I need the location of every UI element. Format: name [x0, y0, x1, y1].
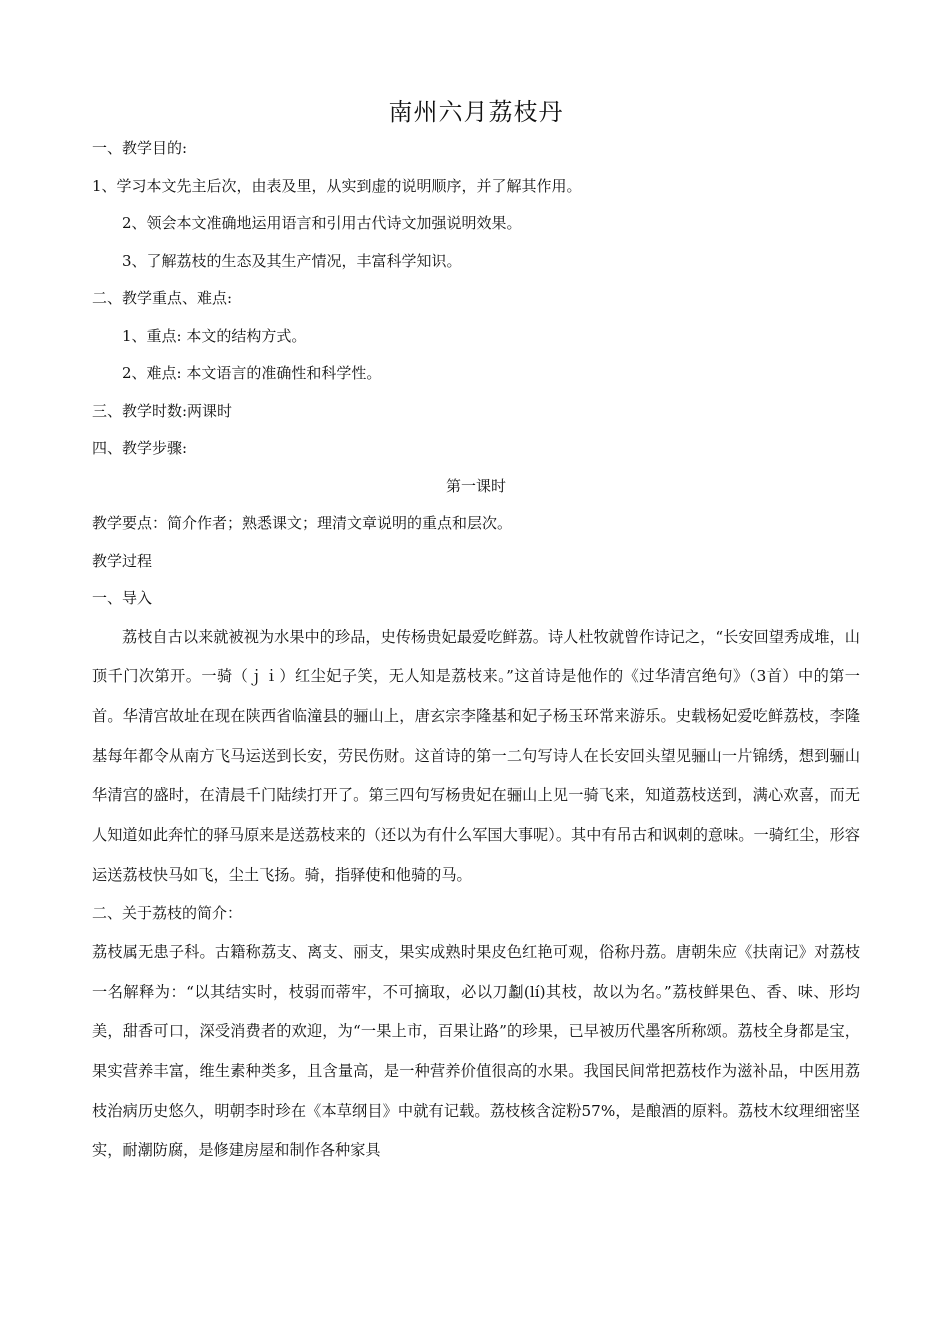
objective-item-2: 2、领会本文准确地运用语言和引用古代诗文加强说明效果。 — [122, 214, 522, 232]
keypoint-item-2: 2、难点: 本文语言的准确性和科学性。 — [122, 364, 382, 382]
objectives-heading: 一、教学目的: — [92, 139, 188, 157]
keypoints-heading: 二、教学重点、难点: — [92, 289, 233, 307]
about-paragraph: 荔枝属无患子科。古籍称荔支、离支、丽支，果实成熟时果皮色红艳可观，俗称丹荔。唐朝朱应《扶南记》对荔枝一名解释为：“以其结实时，枝弱而蒂牢，不可摘取，必以刀劙(lí)其枝，故以为名。”荔枝鲜果色、香、味、形均美，甜香可口，深受消费者的欢迎，为“一果上市，百果让路”的珍果，已早被历代墨客所称颂。荔枝全身都是宝，果实营养丰富，维生素种类多，且含量高，是一种营养价值很高的水果。我国民间常把荔枝作为滋补品，中医用荔枝治病历史悠久，明朝李时珍在《本草纲目》中就有记载。荔枝核含淀粉57%，是酿酒的原料。荔枝木纹理细密坚实，耐潮防腐，是修建房屋和制作各种家具 — [92, 942, 860, 1160]
teaching-hours: 三、教学时数:两课时 — [92, 401, 233, 420]
steps-heading: 四、教学步骤: — [92, 439, 188, 457]
lesson1-heading: 第一课时 — [445, 476, 506, 495]
document-title: 南州六月荔枝丹 — [388, 98, 564, 126]
objective-item-3: 3、了解荔枝的生态及其生产情况，丰富科学知识。 — [122, 251, 462, 270]
intro-paragraph: 荔枝自古以来就被视为水果中的珍品，史传杨贵妃最爱吃鲜荔。诗人杜牧就曾作诗记之，“长安回望秀成堆，山顶千门次第开。一骑（ｊｉ）红尘妃子笑，无人知是荔枝来。”这首诗是他作的《过华清宫绝句》（3首）中的第一首。华清宫故址在现在陕西省临潼县的骊山上，唐玄宗李隆基和妃子杨玉环常来游乐。史载杨妃爱吃鲜荔枝，李隆基每年都令从南方飞马运送到长安，劳民伤财。这首诗的第一二句写诗人在长安回头望见骊山一片锦绣，想到骊山华清宫的盛时，在清晨千门陆续打开了。第三四句写杨贵妃在骊山上见一骑飞来，知道荔枝送到，满心欢喜，而无人知道如此奔忙的驿马原来是送荔枝来的（还以为有什么军国大事呢）。其中有吊古和讽刺的意味。一骑红尘，形容运送荔枝快马如飞，尘土飞扬。骑，指驿使和他骑的马。 — [92, 627, 860, 884]
intro-heading: 一、导入 — [92, 589, 153, 607]
about-heading: 二、关于荔枝的简介： — [92, 904, 243, 923]
lesson1-focus: 教学要点：简介作者；熟悉课文；理清文章说明的重点和层次。 — [92, 514, 513, 532]
objective-item-1: 1、学习本文先主后次，由表及里，从实到虚的说明顺序，并了解其作用。 — [92, 176, 582, 195]
lesson1-process: 教学过程 — [92, 551, 153, 570]
keypoint-item-1: 1、重点: 本文的结构方式。 — [122, 326, 307, 345]
document-page — [92, 94, 860, 1171]
